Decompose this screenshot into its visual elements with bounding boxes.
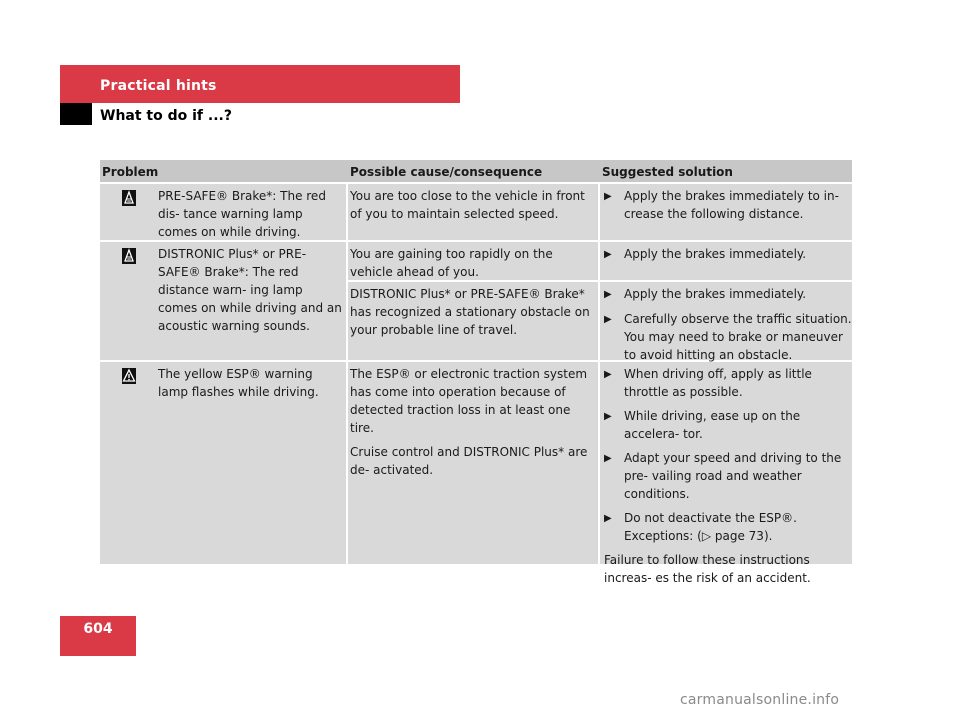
header-marker <box>60 103 92 125</box>
section-title: Practical hints <box>100 78 217 94</box>
table-row <box>100 242 852 360</box>
table-header-row <box>100 160 852 182</box>
watermark: carmanualsonline.info <box>680 692 840 708</box>
arrow-bullet-icon: ▶ <box>604 513 612 524</box>
cause-text: You are gaining too rapidly on the vehicle ahead of you. <box>350 247 553 279</box>
arrow-bullet-icon: ▶ <box>604 411 612 422</box>
cause-text: The ESP® or electronic traction system has come into operation because of detected traction loss in at least one tire. <box>350 367 588 435</box>
arrow-bullet-icon: ▶ <box>604 453 612 464</box>
subsection-title: What to do if ...? <box>100 108 232 124</box>
problem-text: The yellow ESP® warning lamp flashes while driving. <box>158 367 319 399</box>
solution-item: ▶ Carefully observe the traffic situation. You may need to brake or maneuver to avoid hitting an obstacle. <box>604 312 852 362</box>
esp-warning-lamp-icon <box>122 368 136 564</box>
solution-note: Failure to follow these instructions increas- es the risk of an accident. <box>604 553 811 585</box>
solution-item: ▶ Apply the brakes immediately. <box>602 285 852 304</box>
arrow-bullet-icon: ▶ <box>604 191 612 202</box>
solution-item: ▶ Apply the brakes immediately. <box>602 245 852 264</box>
column-header-problem: Problem <box>102 165 159 179</box>
solution-item: ▶ While driving, ease up on the accelera- tor. <box>604 409 801 441</box>
solution-item: ▶ When driving off, apply as little throttle as possible. <box>604 367 812 399</box>
distance-warning-lamp-icon <box>122 248 136 360</box>
arrow-bullet-icon: ▶ <box>604 289 612 300</box>
solution-item: ▶ Adapt your speed and driving to the pre- vailing road and weather conditions. <box>604 451 842 501</box>
solution-item: ▶ Do not deactivate the ESP®. Exceptions: (▷ page 73). <box>604 511 797 543</box>
troubleshooting-table <box>100 160 852 585</box>
distance-warning-lamp-icon <box>122 190 136 240</box>
table-row <box>100 362 852 585</box>
cause-note: Cruise control and DISTRONIC Plus* are de- activated. <box>350 445 588 477</box>
arrow-bullet-icon: ▶ <box>604 249 612 260</box>
arrow-bullet-icon: ▶ <box>604 369 612 380</box>
problem-text: PRE-SAFE® Brake*: The red dis- tance warning lamp comes on while driving. <box>158 189 326 239</box>
arrow-bullet-icon: ▶ <box>604 314 612 325</box>
column-header-solution: Suggested solution <box>602 165 733 179</box>
column-header-cause: Possible cause/consequence <box>350 165 543 179</box>
problem-text: DISTRONIC Plus* or PRE-SAFE® Brake*: The red distance warn- ing lamp comes on while driving and an acoustic warning sounds. <box>158 247 342 333</box>
table-row <box>100 184 852 240</box>
solution-item: ▶ Apply the brakes immediately to in- crease the following distance. <box>604 189 839 221</box>
page-number: 604 <box>60 616 136 656</box>
cause-text: DISTRONIC Plus* or PRE-SAFE® Brake* has recognized a stationary obstacle on your probable line of travel. <box>350 287 590 337</box>
cause-text: You are too close to the vehicle in front of you to maintain selected speed. <box>350 189 585 221</box>
